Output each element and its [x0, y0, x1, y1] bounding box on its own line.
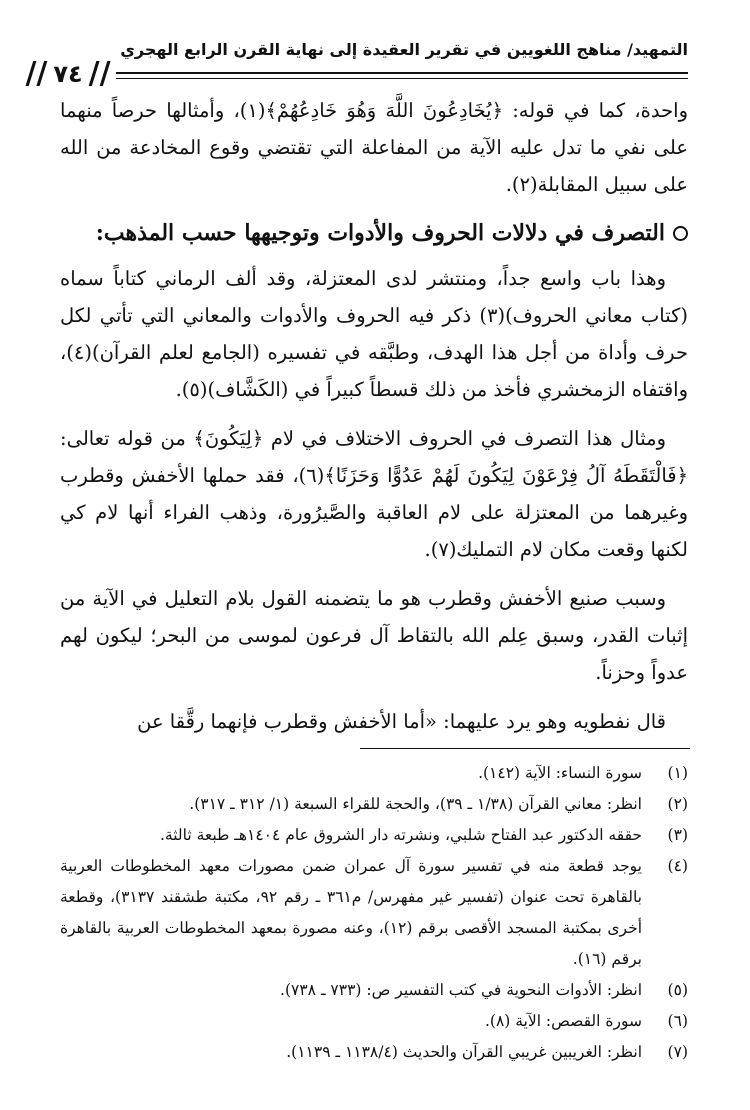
footnote-item [60, 975, 688, 1006]
slash-ornament-right: // [88, 56, 111, 91]
footnote-number: (٥) [667, 981, 688, 999]
footnote-item [60, 1006, 688, 1037]
page-number: ٧٤ [53, 60, 83, 88]
paragraph-1: واحدة، كما في قوله: ﴿يُخَادِعُونَ اللَّهَ وَهُوَ خَادِعُهُمْ﴾(١)، وأمثالها حرصاً منهما على نفي ما تدل عليه الآية من المفاعلة التي تقتضي وقوع المخادعة من الله على سبيل المقابلة(٢). [60, 99, 688, 196]
body-text [60, 92, 688, 752]
footnote-number: (٤) [667, 857, 688, 875]
footnote-number: (٦) [667, 1012, 688, 1030]
header-rule-thick [20, 72, 688, 74]
running-title: التمهيد/ مناهج اللغويين في تقرير العقيدة إلى نهاية القرن الرابع الهجري [120, 40, 688, 59]
footnote-item [60, 851, 688, 975]
paragraph-5: قال نفطويه وهو يرد عليهما: «أما الأخفش وقطرب فإنهما رقَّقا عن [137, 710, 666, 733]
footnote-item [60, 758, 688, 789]
header-rule-thin [20, 78, 688, 79]
footnotes [60, 758, 688, 1068]
footnote-number: (٧) [667, 1043, 688, 1061]
circle-bullet-icon [673, 226, 688, 241]
footnote-text: انظر: معاني القرآن (١/٣٨ ـ ٣٩)، والحجة للقراء السبعة (١/ ٣١٢ ـ ٣١٧). [189, 795, 642, 813]
footnote-number: (١) [667, 764, 688, 782]
section-heading [60, 215, 688, 252]
section-heading-text: التصرف في دلالات الحروف والأدوات وتوجيهها حسب المذهب: [95, 220, 665, 246]
footnote-text: انظر: الأدوات النحوية في كتب التفسير ص: (٧٣٣ ـ ٧٣٨). [280, 981, 642, 999]
page-header [20, 38, 688, 92]
footnote-text: سورة النساء: الآية (١٤٢). [478, 764, 642, 782]
footnote-item [60, 789, 688, 820]
paragraph-3: ومثال هذا التصرف في الحروف الاختلاف في لام ﴿لِيَكُونَ﴾ من قوله تعالى: ﴿فَالْتَقَطَهُ آلُ فِرْعَوْنَ لِيَكُونَ لَهُمْ عَدُوًّا وَحَزَنًا﴾(٦)، فقد حملها الأخفش وقطرب وغيرهما من المعتزلة على لام العاقبة والصَّيرُورة، وذهب الفراء أنها لام كي لكنها وقعت مكان لام التمليك(٧). [60, 427, 689, 561]
footnote-text: حققه الدكتور عبد الفتاح شلبي، ونشرته دار الشروق عام ١٤٠٤هـ طبعة ثالثة. [159, 826, 642, 844]
slash-ornament-left: // [25, 56, 48, 91]
paragraph-2: وهذا باب واسع جداً، ومنتشر لدى المعتزلة، وقد ألف الرماني كتاباً سماه (كتاب معاني الحروف)(٣) ذكر فيه الحروف والأدوات والمعاني التي تأتي لكل حرف وأداة من أجل هذا الهدف، وطبَّقه في تفسيره (الجامع لعلم القرآن)(٤)، واقتفاه الزمخشري فأخذ من ذلك قسطاً كبيراً في (الكَشَّاف)(٥). [60, 267, 688, 401]
footnote-text: يوجد قطعة منه في تفسير سورة آل عمران ضمن مصورات معهد المخطوطات العربية بالقاهرة تحت عنوان (تفسير غير مفهرس/ م٣٦١ ـ رقم ٩٢، مكتبة طشقند ٣١٣٧)، وقطعة أخرى بمكتبة المسجد الأقصى برقم (١٢)، وعنه مصورة بمعهد المخطوطات العربية بالقاهرة برقم (١٦). [60, 857, 642, 968]
page-number-box [20, 56, 116, 92]
footnote-number: (٢) [667, 795, 688, 813]
footnote-text: انظر: الغريبين غريبي القرآن والحديث (١١٣٨/٤ ـ ١١٣٩). [286, 1043, 642, 1061]
footnote-item [60, 820, 688, 851]
footnote-text: سورة القصص: الآية (٨). [484, 1012, 642, 1030]
footnote-item [60, 1037, 688, 1068]
footnote-number: (٣) [667, 826, 688, 844]
footnote-separator [360, 748, 690, 749]
paragraph-4: وسبب صنيع الأخفش وقطرب هو ما يتضمنه القول بلام التعليل في الآية من إثبات القدر، وسبق عِلم الله بالتقاط آل فرعون لموسى من البحر؛ ليكون لهم عدواً وحزناً. [60, 587, 688, 684]
